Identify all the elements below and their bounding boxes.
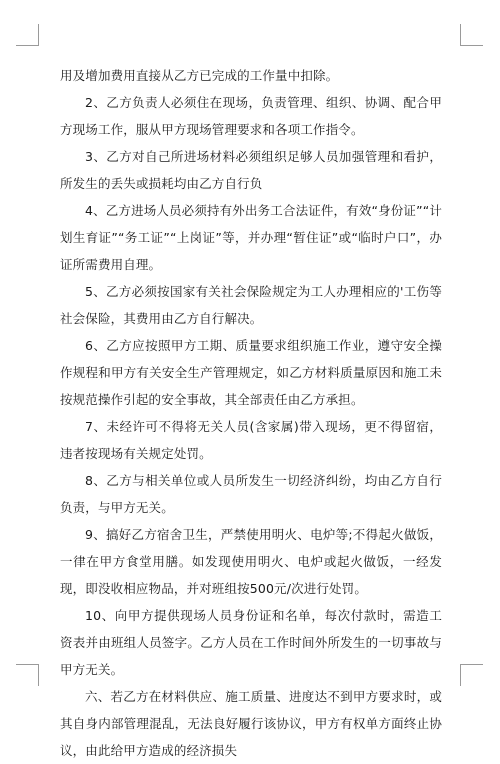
crop-mark-top-left-horizontal <box>16 45 39 46</box>
paragraph-item-6: 6、乙方应按照甲方工期、质量要求组织施工作业，遵守安全操作规程和甲方有关安全生产管理规定，如乙方材料质量原因和施工未按规范操作引起的安全事故，其全部责任由乙方承担。 <box>60 338 442 407</box>
paragraph-item-9: 9、搞好乙方宿舍卫生，严禁使用明火、电炉等;不得起火做饭，一律在甲方食堂用膳。如发现使用明火、电炉或起火做饭，一经发现，即没收相应物品，并对班组按500元/次进行处罚。 <box>60 527 442 596</box>
paragraph-item-4: 4、乙方进场人员必须持有外出务工合法证件，有效“身份证”“计划生育证”“务工证”“上岗证”等，并办理“暂住证”或“临时户口”，办证所需费用自理。 <box>60 203 442 272</box>
paragraph-section-6: 六、若乙方在材料供应、施工质量、进度达不到甲方要求时，或其自身内部管理混乱，无法良好履行该协议，甲方有权单方面终止协议，由此给甲方造成的经济损失 <box>60 689 442 758</box>
crop-mark-bottom-left-horizontal <box>16 664 39 665</box>
paragraph-item-10: 10、向甲方提供现场人员身份证和名单，每次付款时，需造工资表并由班组人员签字。乙方人员在工作时间外所发生的一切事故与甲方无关。 <box>60 608 442 677</box>
paragraph-item-7: 7、未经许可不得将无关人员(含家属)带入现场，更不得留宿，违者按现场有关规定处罚。 <box>60 419 442 461</box>
paragraph-continued: 用及增加费用直接从乙方已完成的工作量中扣除。 <box>60 68 339 83</box>
paragraph-item-8: 8、乙方与相关单位或人员所发生一切经济纠纷，均由乙方自行负责，与甲方无关。 <box>60 473 442 515</box>
crop-mark-top-right-horizontal <box>460 45 483 46</box>
crop-mark-bottom-left-vertical <box>38 664 39 686</box>
crop-mark-bottom-right-horizontal <box>460 664 483 665</box>
crop-mark-top-left-vertical <box>38 24 39 46</box>
paragraph-item-5: 5、乙方必须按国家有关社会保险规定为工人办理相应的'工伤等社会保险，其费用由乙方自行解决。 <box>60 284 442 326</box>
document-body <box>60 62 442 764</box>
crop-mark-top-right-vertical <box>460 24 461 46</box>
paragraph-item-2: 2、乙方负责人必须住在现场，负责管理、组织、协调、配合甲方现场工作，服从甲方现场管理要求和各项工作指令。 <box>60 95 442 137</box>
crop-mark-bottom-right-vertical <box>460 664 461 686</box>
paragraph-item-3: 3、乙方对自己所进场材料必须组织足够人员加强管理和看护，所发生的丢失或损耗均由乙方自行负 <box>60 149 442 191</box>
